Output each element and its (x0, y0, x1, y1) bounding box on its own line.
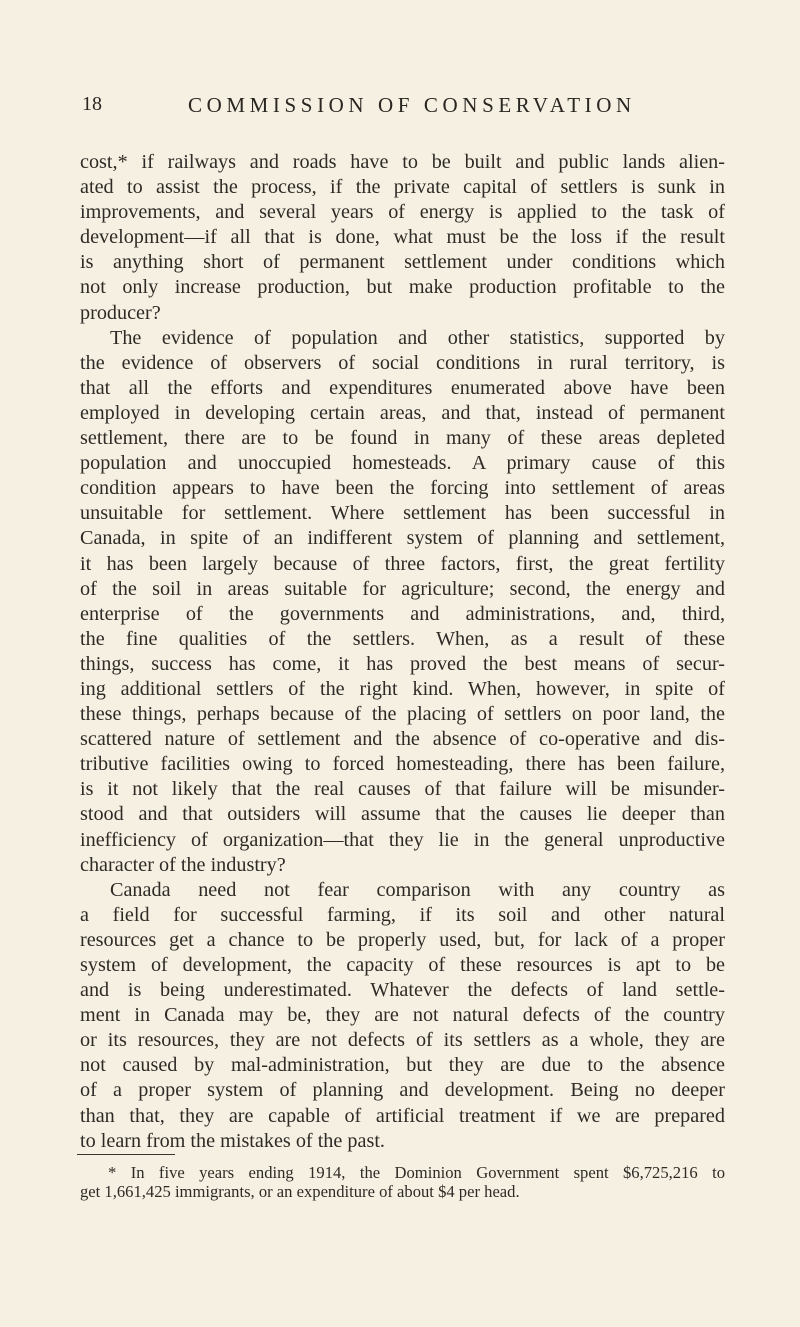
text-line: unsuitable for settlement. Where settlement has been successful in (80, 502, 725, 525)
text-line: tributive facilities owing to forced homesteading, there has been failure, (80, 753, 725, 776)
text-line: cost,* if railways and roads have to be built and public lands alien- (80, 151, 725, 173)
text-line: system of development, the capacity of these resources is apt to be (80, 954, 725, 976)
text-line: a field for successful farming, if its soil and other natural (80, 903, 725, 926)
footnote-line: * In five years ending 1914, the Dominion Government spent $6,725,216 to (108, 1163, 725, 1182)
page-header (82, 93, 722, 123)
text-line: Canada, in spite of an indifferent system of planning and settlement, (80, 527, 725, 550)
footnote (80, 1163, 725, 1201)
text-line: resources get a chance to be properly used, but, for lack of a proper (80, 928, 725, 951)
text-line: than that, they are capable of artificial treatment if we are prepared (80, 1104, 725, 1127)
text-line: settlement, there are to be found in many of these areas depleted (80, 427, 725, 450)
text-line: or its resources, they are not defects of its settlers as a whole, they are (80, 1029, 725, 1052)
text-line: development—if all that is done, what must be the loss if the result (80, 226, 725, 249)
paragraph (80, 878, 725, 1154)
footnote-line: get 1,661,425 immigrants, or an expenditure of about $4 per head. (80, 1182, 520, 1201)
text-line: character of the industry? (80, 853, 286, 876)
footnote-divider (77, 1154, 175, 1155)
text-line: population and unoccupied homesteads. A primary cause of this (80, 452, 725, 475)
text-line: not only increase production, but make production profitable to the (80, 276, 725, 299)
text-line: improvements, and several years of energy is applied to the task of (80, 201, 725, 224)
paragraph (80, 150, 725, 326)
running-head: COMMISSION OF CONSERVATION (188, 93, 636, 117)
text-line: condition appears to have been the forcing into settlement of areas (80, 477, 725, 500)
text-line: of the soil in areas suitable for agriculture; second, the energy and (80, 577, 725, 600)
paragraph (80, 326, 725, 878)
text-line: the evidence of observers of social conditions in rural territory, is (80, 351, 725, 374)
text-line: Canada need not fear comparison with any country as (110, 878, 725, 901)
text-line: ment in Canada may be, they are not natural defects of the country (80, 1004, 725, 1027)
text-line: things, success has come, it has proved the best means of secur- (80, 652, 725, 675)
body-text (80, 150, 725, 1154)
text-line: it has been largely because of three factors, first, the great fertility (80, 552, 725, 575)
text-line: ing additional settlers of the right kind. When, however, in spite of (80, 677, 725, 700)
text-line: that all the efforts and expenditures enumerated above have been (80, 376, 725, 399)
text-line: these things, perhaps because of the placing of settlers on poor land, the (80, 703, 725, 726)
text-line: is it not likely that the real causes of that failure will be misunder- (80, 778, 725, 801)
text-line: not caused by mal-administration, but they are due to the absence (80, 1054, 725, 1077)
text-line: the fine qualities of the settlers. When, as a result of these (80, 627, 725, 650)
text-line: of a proper system of planning and development. Being no deeper (80, 1079, 725, 1102)
text-line: is anything short of permanent settlement under conditions which (80, 251, 725, 274)
text-line: to learn from the mistakes of the past. (80, 1129, 385, 1152)
text-line: producer? (80, 301, 161, 324)
text-line: scattered nature of settlement and the absence of co-operative and dis- (80, 728, 725, 751)
text-line: employed in developing certain areas, and that, instead of permanent (80, 401, 725, 424)
text-line: stood and that outsiders will assume that the causes lie deeper than (80, 803, 725, 826)
text-line: The evidence of population and other statistics, supported by (110, 326, 725, 349)
text-line: enterprise of the governments and administrations, and, third, (80, 602, 725, 625)
text-line: inefficiency of organization—that they lie in the general unproductive (80, 828, 725, 851)
text-line: ated to assist the process, if the private capital of settlers is sunk in (80, 176, 725, 199)
page-number: 18 (82, 93, 102, 115)
text-line: and is being underestimated. Whatever the defects of land settle- (80, 979, 725, 1002)
